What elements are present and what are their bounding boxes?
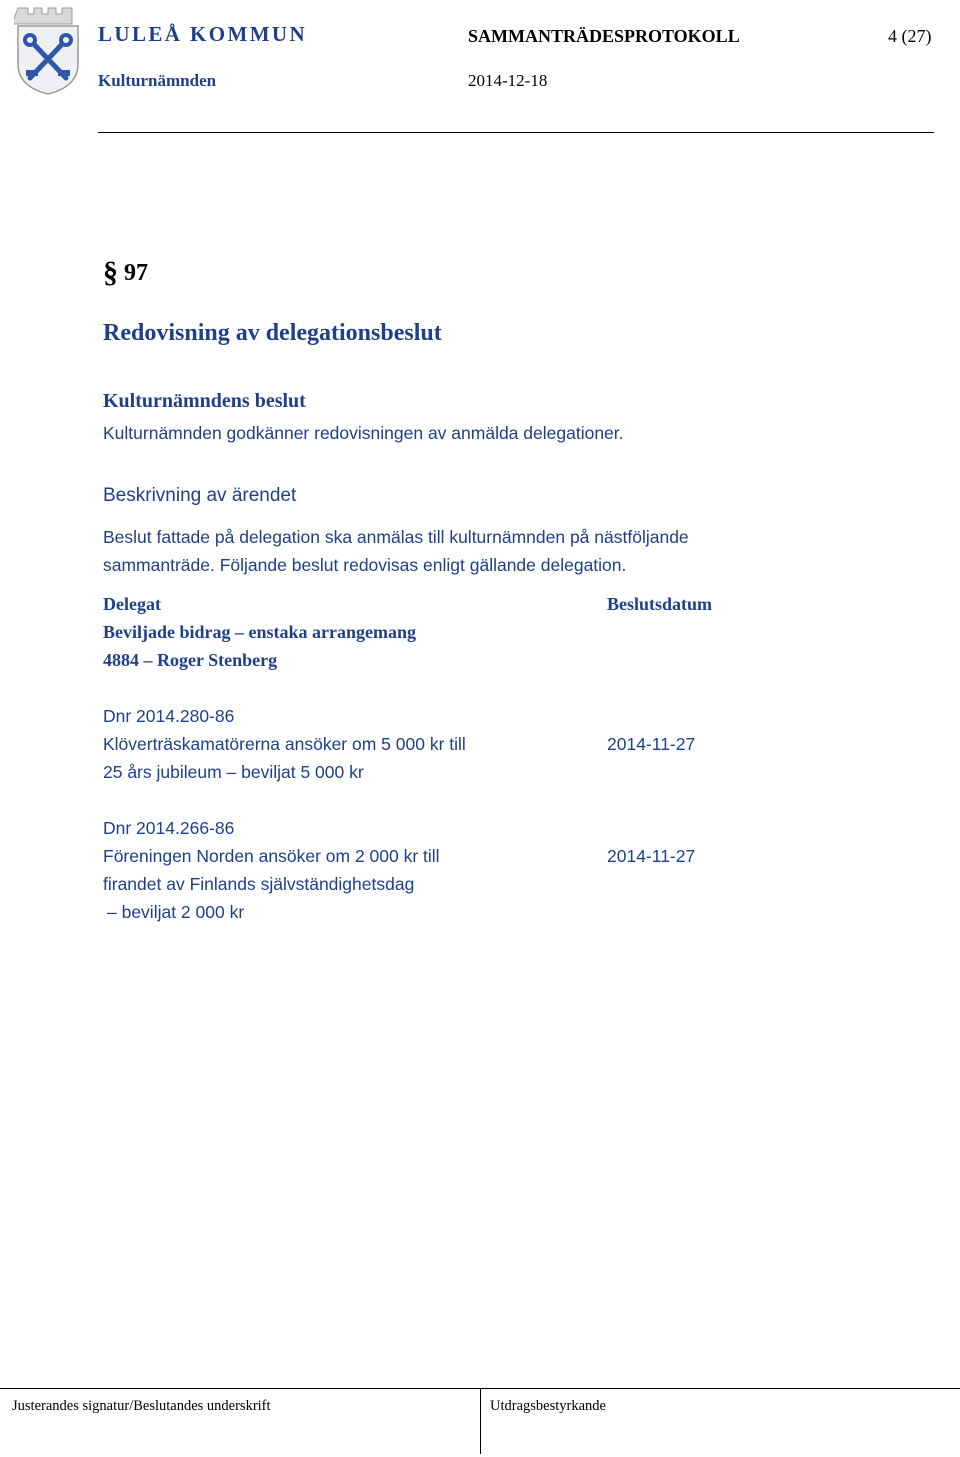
decision-text: Kulturnämnden godkänner redovisningen av anmälda delegationer. [103,423,624,443]
item-2-line-3: – beviljat 2 000 kr [107,902,245,922]
item-2-line-1: Föreningen Norden ansöker om 2 000 kr till [103,846,440,866]
document-type: SAMMANTRÄDESPROTOKOLL [468,26,740,46]
item-1-line-2: 25 års jubileum – beviljat 5 000 kr [103,762,364,782]
decision-heading: Kulturnämndens beslut [103,390,306,412]
delegate-person: 4884 – Roger Stenberg [103,650,278,670]
lulea-coat-of-arms-logo [14,4,82,96]
column-decision-date: Beslutsdatum [607,594,713,614]
item-1-date: 2014-11-27 [607,734,696,754]
extract-certification-label: Utdragsbestyrkande [490,1398,606,1414]
description-line-1: Beslut fattade på delegation ska anmälas till kulturnämnden på nästföljande [103,527,689,547]
page-number: 4 (27) [888,26,932,46]
item-2-line-2: firandet av Finlands självständighetsdag [103,874,415,894]
item-1-line-1: Klöverträskamatörerna ansöker om 5 000 kr till [103,734,466,754]
item-2-dnr: Dnr 2014.266-86 [103,818,235,838]
section-number-value: 97 [124,260,148,286]
item-2-date: 2014-11-27 [607,846,696,866]
signature-label: Justerandes signatur/Beslutandes underskrift [12,1398,271,1414]
section-symbol: § [103,256,118,289]
committee-name: Kulturnämnden [98,71,217,90]
category-label: Beviljade bidrag – enstaka arrangemang [103,622,416,642]
section-title: Redovisning av delegationsbeslut [103,320,442,346]
meeting-date: 2014-12-18 [468,71,548,90]
org-name: LULEÅ KOMMUN [98,22,308,46]
section-number [103,256,148,290]
column-delegat: Delegat [103,594,161,614]
item-1-dnr: Dnr 2014.280-86 [103,706,235,726]
header-divider [98,132,934,133]
description-heading: Beskrivning av ärendet [103,485,297,506]
description-line-2: sammanträde. Följande beslut redovisas enligt gällande delegation. [103,555,627,575]
footer-column-divider [480,1388,481,1454]
